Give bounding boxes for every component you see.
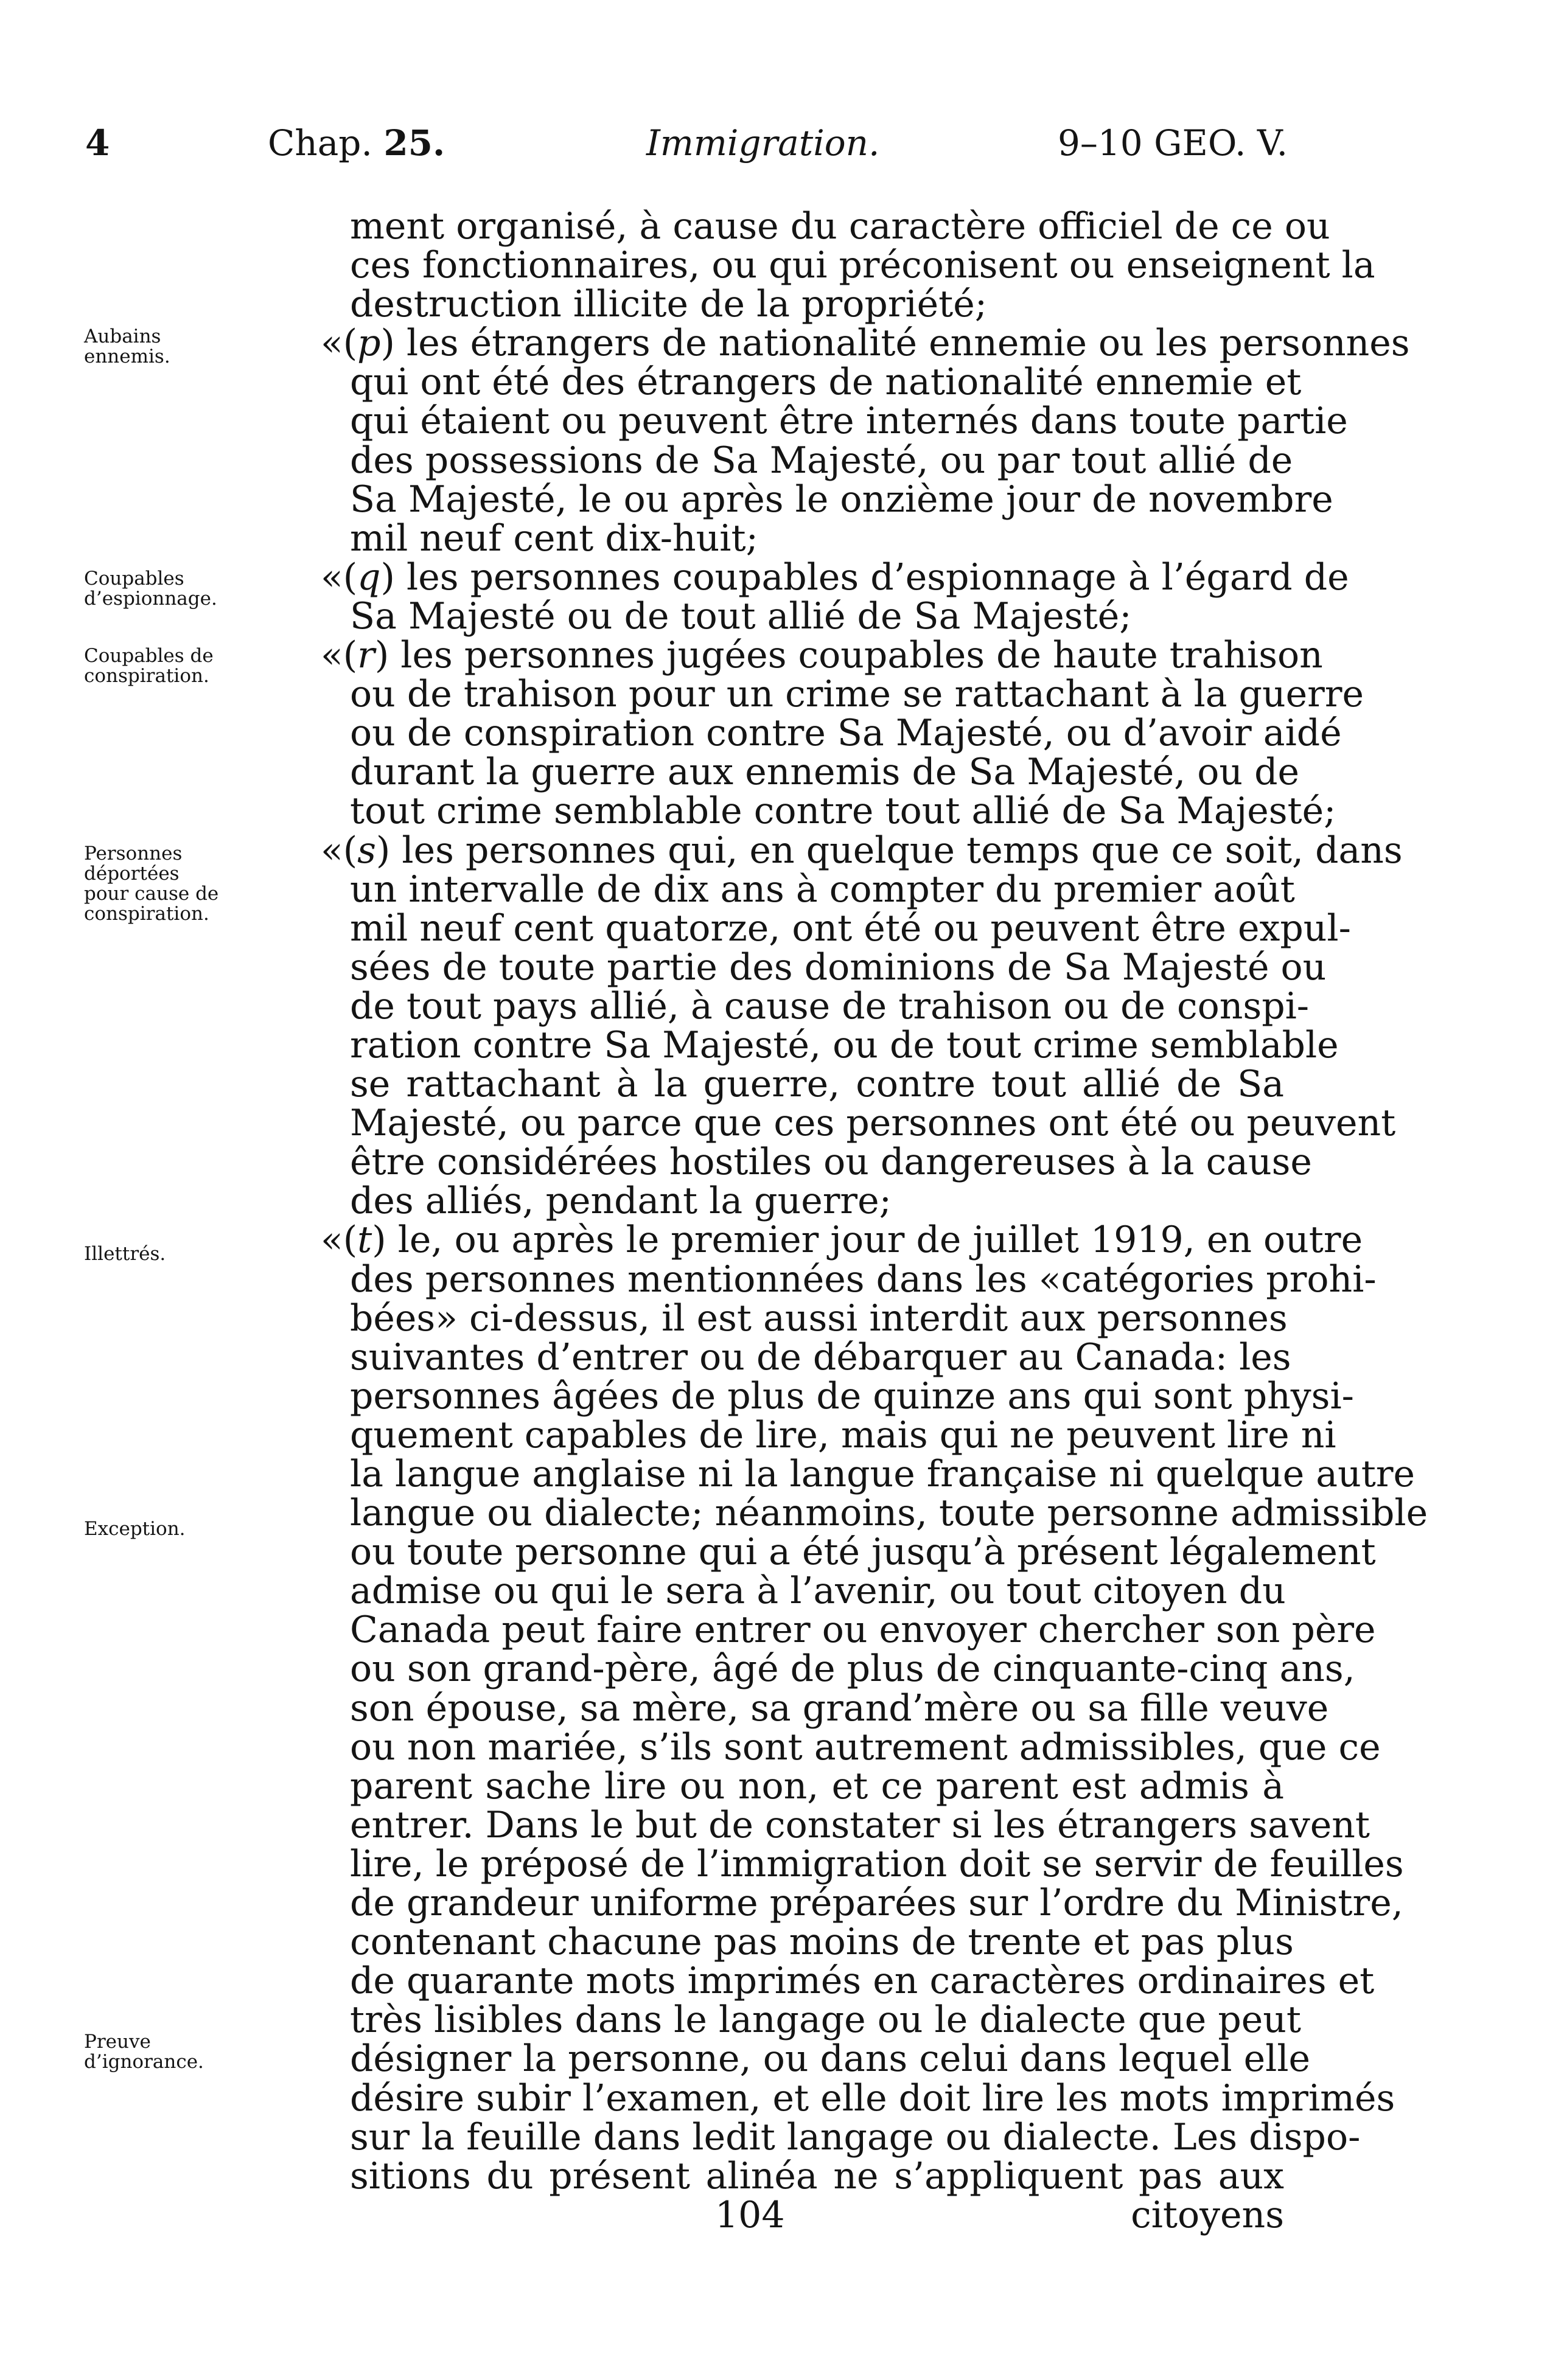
text-line: tout crime semblable contre tout allié de Sa Majesté; [350, 790, 1336, 833]
text-line: contenant chacune pas moins de trente et pas plus [350, 1921, 1294, 1964]
text-line: très lisibles dans le langage ou le dialecte que peut [350, 1999, 1301, 2042]
margin-note: Coupables d’espionnage. [84, 568, 217, 610]
text-line: lire, le préposé de l’immigration doit se servir de feuilles [350, 1842, 1404, 1885]
text-line: sées de toute partie des dominions de Sa Majesté ou [350, 945, 1327, 989]
text-line: entrer. Dans le but de constater si les étrangers savent [350, 1803, 1370, 1846]
margin-note: Illettrés. [84, 1243, 166, 1265]
text-line: durant la guerre aux ennemis de Sa Majesté, ou de [350, 751, 1299, 794]
text-line: destruction illicite de la propriété; [350, 283, 987, 326]
text-line: sitions du présent alinéa ne s’appliquent pas aux [350, 2154, 1284, 2197]
text-line: se rattachant à la guerre, contre tout allié de Sa [350, 1063, 1284, 1106]
text-line: langue ou dialecte; néanmoins, toute personne admissible [350, 1492, 1428, 1535]
margin-note: Preuve d’ignorance. [84, 2031, 204, 2073]
paragraph-r-start: «(r) les personnes jugées coupables de haute trahison [321, 634, 1323, 677]
text-line: la langue anglaise ni la langue française ni quelque autre [350, 1453, 1416, 1495]
paragraph-p-start: «(p) les étrangers de nationalité ennemie ou les personnes [321, 322, 1410, 365]
margin-note: Personnes déportées pour cause de conspiration. [84, 843, 219, 925]
text-line: personnes âgées de plus de quinze ans qui sont physi- [350, 1374, 1354, 1418]
statute-text [321, 205, 1428, 2236]
text-line: Canada peut faire entrer ou envoyer chercher son père [350, 1609, 1376, 1652]
text-line: un intervalle de dix ans à compter du premier août [350, 868, 1295, 911]
text-line: des personnes mentionnées dans les «catégories prohi- [350, 1258, 1377, 1301]
catchword: citoyens [1131, 2193, 1284, 2236]
text-line: Sa Majesté, le ou après le onzième jour de novembre [350, 478, 1333, 521]
text-line: ou toute personne qui a été jusqu’à présent légalement [350, 1531, 1376, 1574]
text-line: de tout pays allié, à cause de trahison ou de conspi- [350, 984, 1310, 1028]
paragraph-q-start: «(q) les personnes coupables d’espionnage à l’égard de [321, 555, 1349, 599]
text-line: ou de conspiration contre Sa Majesté, ou d’avoir aidé [350, 712, 1342, 755]
folio-number: 104 [715, 2193, 785, 2236]
paragraph-s-start: «(s) les personnes qui, en quelque temps que ce soit, dans [321, 829, 1403, 872]
text-line: qui étaient ou peuvent être internés dans toute partie [350, 400, 1348, 443]
running-title: Immigration. [646, 122, 880, 164]
paragraph-t-start: «(t) le, ou après le premier jour de juillet 1919, en outre [321, 1219, 1363, 1262]
running-header [0, 119, 1564, 167]
text-line: suivantes d’entrer ou de débarquer au Canada: les [350, 1335, 1291, 1379]
text-line: de grandeur uniforme préparées sur l’ordre du Ministre, [350, 1882, 1403, 1925]
text-line: être considérées hostiles ou dangereuses à la cause [350, 1141, 1312, 1184]
text-line: son épouse, sa mère, sa grand’mère ou sa fille veuve [350, 1686, 1329, 1730]
text-line: sur la feuille dans ledit langage ou dialecte. Les dispo- [350, 2115, 1361, 2159]
regnal-years: 9–10 GEO. V. [1058, 122, 1288, 164]
text-line: ou son grand-père, âgé de plus de cinquante-cinq ans, [350, 1648, 1355, 1691]
margin-note: Aubains ennemis. [84, 325, 170, 367]
text-line: admise ou qui le sera à l’avenir, ou tout citoyen du [350, 1570, 1286, 1613]
margin-note: Exception. [84, 1518, 186, 1540]
page-number: 4 [85, 122, 110, 164]
text-line: désire subir l’examen, et elle doit lire les mots imprimés [350, 2076, 1395, 2120]
text-line: parent sache lire ou non, et ce parent est admis à [350, 1764, 1284, 1808]
text-line: ou de trahison pour un crime se rattachant à la guerre [350, 673, 1364, 716]
margin-note: Coupables de conspiration. [84, 645, 214, 687]
text-line: quement capables de lire, mais qui ne peuvent lire ni [350, 1413, 1336, 1456]
text-line: bées» ci-dessus, il est aussi interdit aux personnes [350, 1296, 1288, 1340]
text-line: mil neuf cent quatorze, ont été ou peuvent être expul- [350, 906, 1351, 950]
text-line: ration contre Sa Majesté, ou de tout crime semblable [350, 1023, 1339, 1066]
text-line: de quarante mots imprimés en caractères ordinaires et [350, 1960, 1375, 2003]
text-line: ment organisé, à cause du caractère officiel de ce ou [350, 205, 1330, 248]
text-line: Majesté, ou parce que ces personnes ont été ou peuvent [350, 1102, 1396, 1145]
page-footer [350, 2193, 1284, 2236]
text-line: des possessions de Sa Majesté, ou par tout allié de [350, 439, 1293, 482]
text-line: Sa Majesté ou de tout allié de Sa Majesté; [350, 594, 1132, 638]
text-line: des alliés, pendant la guerre; [350, 1180, 892, 1223]
chapter-label: Chap. 25. [268, 122, 445, 164]
text-line: ou non mariée, s’ils sont autrement admissibles, que ce [350, 1725, 1381, 1769]
text-line: qui ont été des étrangers de nationalité ennemie et [350, 361, 1302, 404]
chapter-number: 25. [383, 122, 445, 164]
text-line: ces fonctionnaires, ou qui préconisent ou enseignent la [350, 244, 1375, 287]
text-line: désigner la personne, ou dans celui dans lequel elle [350, 2037, 1311, 2081]
text-line: mil neuf cent dix-huit; [350, 517, 758, 560]
